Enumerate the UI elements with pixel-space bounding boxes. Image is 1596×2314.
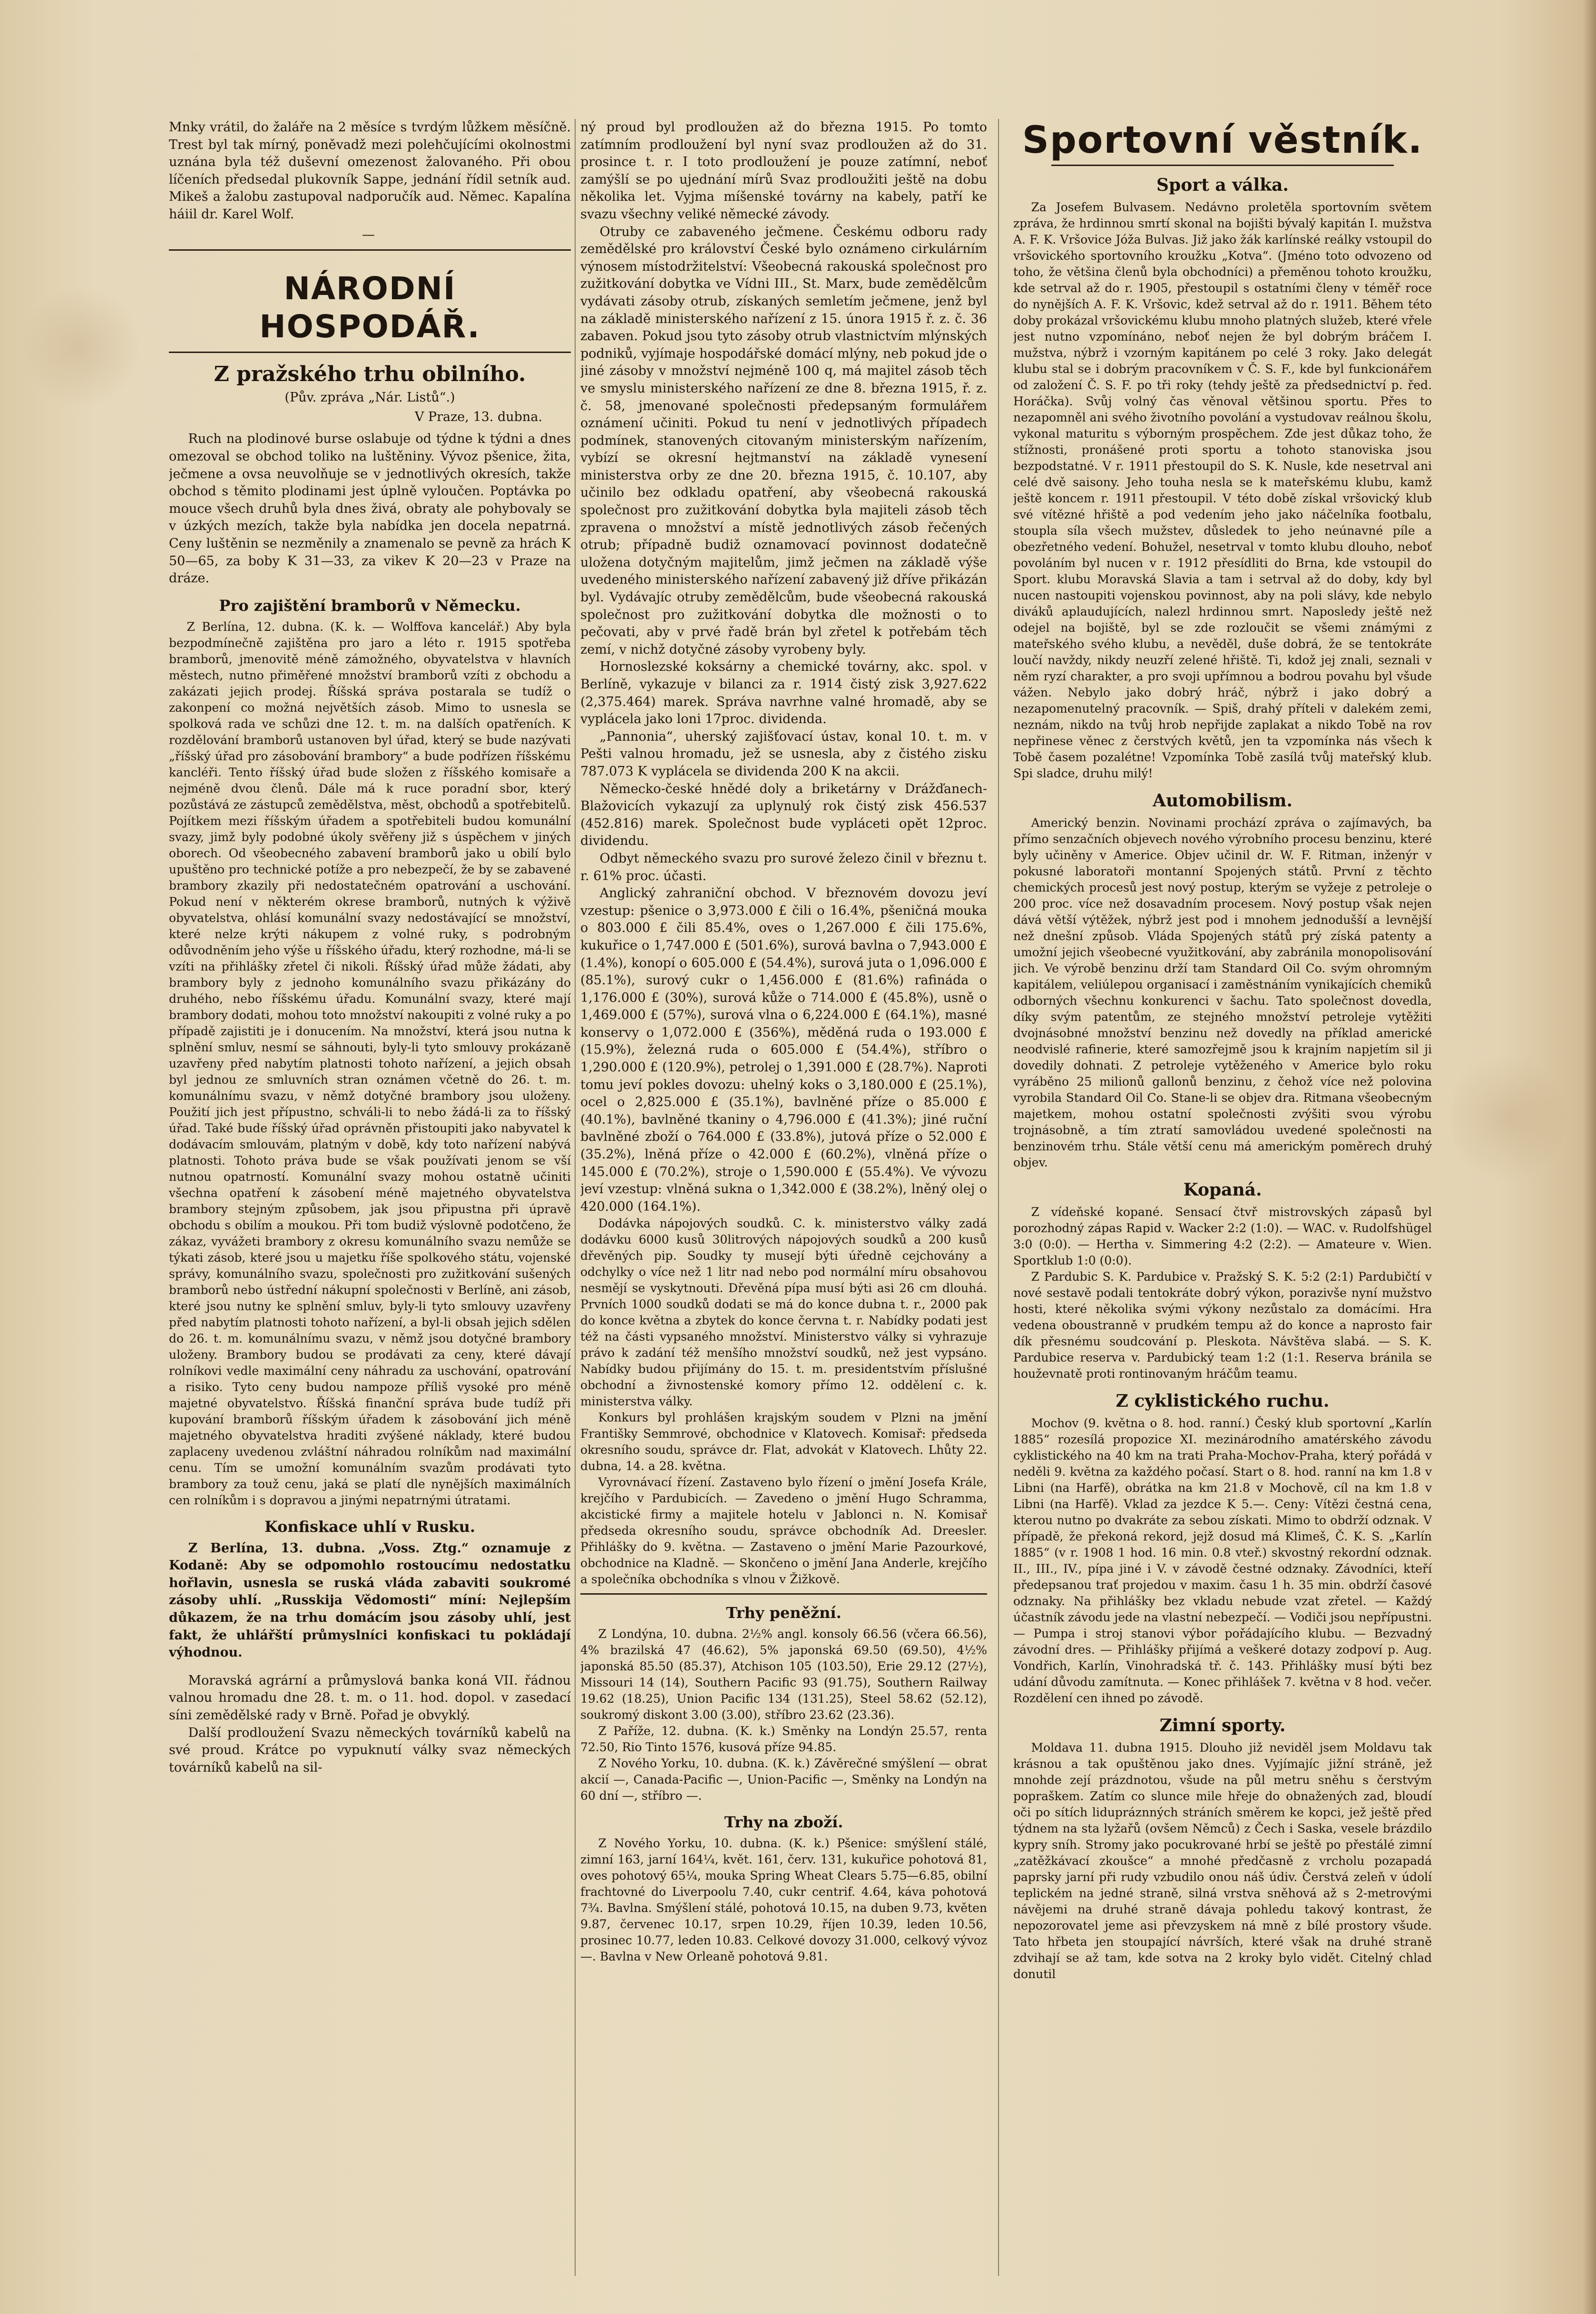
- article-anglicky: Anglický zahraniční obchod. V březnovém dovozu jeví vzestup: pšenice o 3,973.000 £ čili o 16.4%, pšeničná mouka o 803.000 £ čili 85.4%, oves o 1,267.000 £ čili 175.6%, kukuřice o 1,747.000 £ (501.6%), surová bavlna o 7,943.000 £ (1.4%), konopí o 605.000 £ (54.4%), surová juta o 1,096.000 £ (85.1%), surový cukr o 1,456.000 £ (81.6%) rafináda o 1,176.000 £ (30%), surová kůže o 714.000 £ (45.8%), usně o 1,469.000 £ (57%), surová vlna o 6,224.000 £ (64.1%), masné konservy o 1,072.000 £ (356%), měděná ruda o 193.000 £ (15.9%), železná ruda o 605.000 £ (54.4%), stříbro o 1,290.000 £ (120.9%), petrolej o 1,391.000 £ (28.7%). Naproti tomu jeví pokles dovozu: uhelný koks o 3,180.000 £ (25.1%), ocel o 2,825.000 £ (35.1%), bavlněné příze o 85.000 £ (40.1%), bavlněné tkaniny o 4,796.000 £ (41.3%); jiné ruční bavlněné zboží o 764.000 £ (33.8%), jutová příze o 52.000 £ (35.2%), lněná příze o 42.000 £ (60.2%), vlněná příze o 145.000 £ (70.2%), stroje o 1,590.000 £ (55.4%). Ve vývozu jeví vzestup: vlněná sukna o 1,342.000 £ (38.2%), lněný olej o 420.000 (164.1%).: [580, 886, 987, 1214]
- article-title-zajisteni: Pro zajištění bramborů v Německu.: [219, 596, 521, 615]
- article-koksarny: Hornoslezské koksárny a chemické továrny, akc. spol. v Berlíně, vykazuje v bilanci za r. 1914 čistý zisk 3,927.622 (2,375.464) marek. Správa navrhne valné hromadě, aby se vyplácela jako loni 17proc. dividenda.: [580, 659, 987, 727]
- section-rule: [169, 249, 571, 251]
- article-benzin: Americký benzin. Novinami prochází zpráva o zajímavých, ba přímo senzačních objevech nového výrobního procesu benzinu, které byly učiněny v Americe. Objev učinil dr. W. F. Ritman, inženýr v pokusné laboratoři montanní Spojených států. První z těchto chemických procesů jest nový postup, kterým se vyžeje z petroleje o 200 proc. více než dosavadním procesem. Nový postup však nejen dává větší výtěžek, nýbrž jest pod i mnohem jednodušší a levnější než dnešní způsob. Vláda Spojených států prý získá patenty a umožní jejich všeobecné využitkování, aby zabránila monopolisování jich. Ve výrobě benzinu drží tam Standard Oil Co. svým ohromným kapitálem, veliúlepou organisací i zaměstnáním vynikajících chemiků odborných všechnu konkurenci v šachu. Tato společnost dovedla, díky svým patentům, ze stejného množství petroleje vytěžiti dvojnásobné množství benzinu než dovedly na příklad americké neodvislé rafinerie, které samozřejmě jsou k krajním napjetím sil ji dovedily dohnati. Z petroleje vytěženého v Americe bylo roku vyráběno 25 milionů gallonů benzinu, z čehož více než polovina vyrobila Standard Oil Co. Stane-li se objev dra. Ritmana všeobecným majetkem, mohou ostatní společnosti zvýšiti svou výrobu trojnásobně, a tím ztratí samovládou uvedené společnosti na benzinovém trhu. Stále větší cenu má americkým poměrech druhý objev.: [1013, 816, 1432, 1169]
- paper-stain: [19, 285, 143, 409]
- article-dateline: V Praze, 13. dubna.: [414, 409, 542, 424]
- column-2: [580, 119, 987, 2295]
- separator: —: [362, 227, 378, 242]
- section-heading-economy: NÁRODNÍ HOSPODÁŘ.: [259, 270, 480, 345]
- article-prodlouzeni-cont: ný proud byl prodloužen až do března 1915. Po tomto zatímním prodloužení byl nyní svaz prodloužen až do 31. prosince t. r. I toto prodloužení je pouze zatímní, neboť zamýšlí se po ujednání mírů Svaz prodloužiti ještě na dobu několika let. Vyjma míšenské továrny na kabely, patří ke svazu všechny veliké německé závody.: [580, 120, 987, 222]
- heading-cyklistika: Z cyklistického ruchu.: [1116, 1391, 1330, 1411]
- article-title-trh: Z pražského trhu obilního.: [214, 362, 526, 387]
- article-moldava: Moldava 11. dubna 1915. Dlouho již neviděl jsem Moldavu tak krásnou a tak opuštěnou jako dnes. Vyjímajíc jižní stráně, jež mnohde zejí prázdnotou, všude na půl metru sněhu s čerstvým popraškem. Zatím co slunce mile hřeje do obnažených zad, bloudí oči po sítích lidupráznných stráních směrem ke kopci, jež ještě před týdnem na sta lyžařů (ovšem Němců) z Čech i Saska, vesele brázdilo kypry sníh. Stromy jako pocukrované hrbí se ještě po přestálé zimní „zatěžkávací zkoušce“ a mnohé předčasně z vrcholu pozapadá paprsky jarní při rudy vzbudilo onou náš údiv. Čerstvá zeleň v údolí teplickém na jedné straně, silná vrstva sněhová až s 2-metrovými návějemi na druhé straně dávaja pohledu takový kontrast, že nepozorovatel jeme asi převzyskem ná mně z bílé prostory všude. Tato hřbeta jen stoupající návrších, které však na druhé straně zdvihají se až tam, kde sotva na 2 kroky bylo vidět. Citelný chlad donutil: [1013, 1741, 1432, 1981]
- column-divider: [575, 119, 576, 2276]
- article-odbyt: Odbyt německého svazu pro surové železo činil v březnu t. r. 61% proc. účasti.: [580, 851, 987, 883]
- article-source: (Pův. zpráva „Nár. Listů“.): [284, 390, 455, 405]
- article-body-konfiskace: Z Berlína, 13. dubna. „Voss. Ztg.“ oznamuje z Kodaně: Aby se odpomohlo rostoucímu nedostatku hořlavin, usnesla se ruská vláda zabaviti soukromé zásoby uhlí. „Russkija Vědomosti“ míní: Nejlepším důkazem, že na trhu domácím jsou zásoby uhlí, jest fakt, že uhlářští průmyslníci konfiskaci tu pokládají výhodnou.: [169, 1540, 571, 1660]
- article-banka: Moravská agrární a průmyslová banka koná VII. řádnou valnou hromadu dne 28. t. m. o 11. hod. dopol. v zasedací síni zemědělské rady v Brně. Pořad je obvyklý.: [169, 1673, 571, 1723]
- masthead-underline: [1051, 165, 1394, 166]
- article-vyrovnavaci: Vyrovnávací řízení. Zastaveno bylo řízení o jmění Josefa Krále, krejčího v Pardubicích. — Zavedeno o jmění Hugo Schramma, akcistické firmy a majitele hotelu v Jablonci n. N. Komisař předseda okresního soudu, správce obchodník Ad. Dreesler. Přihlášky do 9. května. — Zastaveno o jmění Marie Pazourkové, obchodnice na Kladně. — Skončeno o jmění Jana Anderle, krejčího a společníka obchodníka s vlnou v Žižkově.: [580, 1475, 987, 1587]
- article-pardubice: Z Pardubic S. K. Pardubice v. Pražský S. K. 5:2 (2:1) Pardubičtí v nové sestavě podali tentokráte dobrý výkon, porazivše nyní mužstvo hosti, které několika svými výkony nezůstalo za domácími. Hra vedena oboustranně v prudkém tempu až do konce a naprosto fair dík přesnému soudcování p. Pleskota. Návštěva slabá. — S. K. Pardubice reserva v. Pardubický team 1:2 (1:1. Reserva bránila se houževnatě proti rontinovaným hráčům teamu.: [1013, 1270, 1432, 1381]
- section-rule: [169, 352, 571, 353]
- market-newyork: Z Nového Yorku, 10. dubna. (K. k.) Závěrečné smýšlení — obrat akcií —, Canada-Pacific —, Union-Pacific —, Směnky na Londýn na 60 dní —, stříbro —.: [580, 1756, 987, 1803]
- column-1: [169, 119, 571, 2295]
- article-konkurs: Konkurs byl prohlášen krajským soudem v Plzni na jmění Františky Semmrové, obchodnice v Klatovech. Komisař: předseda okresního soudu, správce dr. Flat, advokát v Klatovech. Lhůty 22. dubna, 14. a 28. května.: [580, 1411, 987, 1473]
- article-otruby: Otruby ce zabaveného ječmene. Českému odboru rady zemědělské pro království České bylo oznámeno cirkulárním výnosem místodržitelství: Všeobecná rakouská společnost pro zužitkování dobytka ve Vídni III., St. Marx, bude zemědělcům vydávati zásoby otrub, získaných semletím ječmene, jenž byl na základě ministerského nařízení z 15. února 1915 ř. z. č. 36 zabaven. Pokud jsou tyto zásoby otrub vlastnictvím mlýnských podniků, vyjímaje hospodářské domácí mlýny, neb pokud jde o jiné zásoby v množství nejméně 100 q, má majitel zásob těch ve smyslu ministerského nařízení ze dne 8. března 1915, ř. z. č. 58, jmenované společnosti předepsaným formulářem oznámení učiniti. Pokud tu není v jednotlivých případech podmínek, stanovených citovaným ministerským nařízením, vybízí se okresní hejtmanství na základě vynesení ministerstva orby ze dne 20. března 1915, č. 10.107, aby učinilo bez odkladu opatření, aby všeobecná rakouská společnost pro zužitkování dobytka byla majiteli zásob těch zpravena o množství a místě jednotlivých zásob řečených otrub; případně budiž oznamovací povinnost dodatečně uložena dotyčným majitelům, jimž ječmen na základě výše uvedeného ministerského nařízení zabavený již dříve přikázán byl. Vydávajíc otruby zemědělcům, bude všeobecná rakouská společnost pro zužitkování dobytka dle možnosti o to pečovati, aby v prvé řadě brán byl zřetel k potřebám těch zemí, v nichž dotyčné zásoby vyrobeny byly.: [580, 224, 987, 657]
- article-vidensky: Z vídeňské kopané. Sensací čtvř mistrovských zápasů byl porozhodný zápas Rapid v. Wacker 2:2 (1:0). — WAC. v. Rudolfshügel 3:0 (0:0). — Hertha v. Simmering 4:2 (2:2). — Amateure v. Wien. Sportklub 1:0 (0:0).: [1013, 1205, 1432, 1267]
- column-divider: [998, 119, 999, 2276]
- section-rule: [580, 1593, 987, 1595]
- heading-kopana: Kopaná.: [1183, 1180, 1262, 1200]
- article-dodavka: Dodávka nápojových soudků. C. k. ministerstvo války zadá dodávku 6000 kusů 30litrových nápojových soudků a 200 kusů dřevěných pip. Soudky ty musejí býti úředně cejchovány a odchylky o více než 1 litr nad nebo pod normální míru obsahovou nesmějí se vyskytnouti. Dřevěná pípa musí býti asi 26 cm dlouhá. Prvních 1000 soudků dodati se má do konce dubna t. r., 2000 pak do konce května a zbytek do konce června t. r. Nabídky podati jest též na části vypsaného množství. Ministerstvo války si vyhrazuje právo k zadání též menšího množství soudků, než jest vypsáno. Nabídky budou přijímány do 15. t. m. presidentstvím příslušné obchodní a živnostenské komory přímo 12. oddělení c. k. ministerstva války.: [580, 1216, 987, 1409]
- commodity-newyork: Z Nového Yorku, 10. dubna. (K. k.) Pšenice: smýšlení stálé, zimní 163, jarní 164¼, květ. 161, červ. 131, kukuřice pohotová 81, oves pohotový 65¼, mouka Spring Wheat Clears 5.75—6.85, obilní frachtovné do Liverpoolu 7.40, cukr centrif. 4.64, káva pohotová 7¾. Bavlna. Smýšlení stálé, pohotová 10.15, na duben 9.73, květen 9.87, červenec 10.17, srpen 10.29, říjen 10.39, leden 10.56, prosinec 10.77, leden 10.83. Celkové dovozy 31.000, celkový vývoz —. Bavlna v New Orleaně pohotová 9.81.: [580, 1836, 987, 1964]
- article-body-zajisteni: Z Berlína, 12. dubna. (K. k. — Wolffova kancelář.) Aby byla bezpodmínečně zajištěna pro jaro a léto r. 1915 spotřeba bramborů, jmenovitě méně zámožného, obyvatelstva v hlavních městech, nutno přiměřené množství bramborů vzíti z obchodu a zakázati jejich prodej. Říšská správa postarala se tudíž o zakonpení co možná největších zásob. Mimo to usnesla se spolková rada ve schůzi dne 12. t. m. na dalších opatřeních. K rozdělování bramborů ustanoven byl úřad, který se bude nazývati „říšský úřad pro zásobování brambory“ a bude podřízen říšskému kancléři. Tento říšský úřad bude složen z říšského komisaře a nejméně dvou členů. Dále má k ruce poradní sbor, který pozůstává ze zástupců zemědělstva, měst, obchodů a spotřebitelů. Pojítkem mezi říšským úřadem a spotřebiteli budou komunální svazy, jimž byly podobné úkoly svěřeny již s úspěchem v jiných oborech. Od všeobecného zabavení bramborů jako u obilí bylo upuštěno pro technické potíže a pro nebezpečí, že by se zabavené brambory zkazily při nedostatečném opatrování a uschování. Pokud není v některém okrese bramborů, nutných k výživě obyvatelstva, ohlásí komunální svazy nedostávající se množství, které nelze krýti nákupem z volné ruky, s podrobným odůvodněním jeho výše u říšského úřadu, který rozhodne, má-li se vzíti na přihlášky zřetel či nikoli. Říšský úřad může žádati, aby brambory byly z jednoho komunálního svazu přikázány do druhého, nebo říšskému úřadu. Komunální svazy, které mají brambory dodati, mohou toto množství nakoupiti z volné ruky a po případě zajistiti je i donucením. Na množství, která jsou nutna k splnění smluv, nesmí se sáhnouti, byly-li tyto smlouvy prokázaně uzavřeny před nabytím platnosti tohoto nařízení, a jejich obsah byl jednou ze smluvních stran oznámen včetně do 26. t. m. komunálnímu svazu, v němž dotyčné brambory jsou uloženy. Použití jich jest přípustno, schváli-li to nebo žádá-li za to říšský úřad. Také bude říšský úřad oprávněn přistoupiti jako nabyvatel k dodávacím smlouvám, platným v době, kdy toto nařízení nabývá platnosti. Tohoto práva bude se však používati jenom se vší nutnou opatrností. Komunální svazy mohou ostatně učiniti všechna opatření k zásobení méně majetného obyvatelstva brambory stejným způsobem, jak jsou připustna při úpravě obchodu s obilím a moukou. Při tom budiž výslovně podotčeno, že zákaz, vyvážeti brambory z okresu komunálního svazu nemůže se týkati zásob, které jsou u majetku říše spolkového státu, vojenské správy, komunálního svazu, společnosti pro zužitkování sušených bramborů nebo ústřední nákupní společnosti v Berlíně, ani zásob, které jsou nutny ke splnění smluv, byly-li tyto smlouvy uzavřeny před nabytím platnosti tohoto nařízení, a byl-li obsah jejich sdělen do 26. t. m. komunálnímu svazu, v němž jsou dotyčné brambory uloženy. Brambory budou se prodávati za ceny, které dávají rolníkovi vedle maximální ceny náhradu za uschování, opatrování a risiko. Tyto ceny budou nampoze příliš vysoké pro méně majetné obyvatelstvo. Říšská finanční správa bude tudíž při kupování bramborů říšským úřadem k zásobování jich méně majetného obyvatelstva hraditi zvýšené náklady, které budou zaplaceny uvedenou zvláštní náhradou rolníkům nad maximální cenu. Tím se umožní komunálním svazům prodávati tyto brambory za touž cenu, jaká se platí dle nynějších maximálních cen rolníkům i s dopravou a jinými nepatrnými útratami.: [169, 619, 571, 1507]
- heading-trhy-penezni: Trhy peněžní.: [726, 1604, 842, 1622]
- heading-trhy-zbozi: Trhy na zboží.: [724, 1813, 843, 1832]
- intro-paragraph: Mnky vrátil, do žaláře na 2 měsíce s tvrdým lůžkem měsíčně. Trest byl tak mírný, poněvadž mezi polehčujícími okolnostmi uznána byla též duševní omezenost žalovaného. Při obou líčeních předsedal plukovník Sappe, jednání řídil setník aud. Mikeš a žalobu zastupoval nadporučík aud. Němec. Kapalína háiil dr. Karel Wolf.: [169, 120, 571, 222]
- article-body-trh: Ruch na plodinové burse oslabuje od týdne k týdni a dnes omezoval se obchod toliko na luštěniny. Vývoz pšenice, žita, ječmene a ovsa neuvolňuje se v jednotlivých okresích, takže obchod s těmito plodinami jest úplně vyloučen. Poptávka po mouce všech druhů byla dnes živá, obraty ale pohybovaly se v úzkých mezích, takže byla nabídka jen docela nepatrná. Ceny luštěnin se nezměnily a znamenalo se pevně za hrách K 50—65, za boby K 31—33, za vikev K 20—23 v Praze na dráze.: [169, 431, 571, 586]
- article-mochov: Mochov (9. května o 8. hod. ranní.) Český klub sportovní „Karlín 1885“ rozesílá propozice XI. mezinárodního amatérského závodu cyklistického na 40 km na trati Praha-Mochov-Praha, který pořádá v neděli 9. května za každého počasí. Start o 8. hod. ranní na km 1.8 v Libni (na Harfě), obrátka na km 21.8 v Mochově, cíl na km 1.8 v Libni (na Harfě). Vklad za jezdce K 5.—. Ceny: Vítězi čestná cena, kterou nutno po dvakráte za sebou získati. Mimo to obdrží odznak. V případě, že překoná rekord, jejž dosud má Klimeš, Č. K. S. „Karlín 1885“ (v r. 1908 1 hod. 16 min. 0.8 vteř.) skvostný rekordní odznak. II., III., IV., pípa jiné i V. v závodě čestné odznaky. Závodníci, kteří předepsanou trať projedou v maxim. času 1 h. 35 min. obdrží časové odznaky. Na přihlášky bez vkladu nebude vzat zřetel. — Každý účastník závodu jede na vlastní nebezpečí. — Vodiči jsou nepřípustni. — Pumpa i stroj stanovi výbor pořádajícího klubu. — Bezvadný závodní dres. — Přihlášky přijímá a veškeré dotazy zodpoví p. Aug. Vondřich, Karlín, Vinohradská tř. č. 143. Přihlášky musí býti bez udání důvodu zamítnuta. — Konec přihlášek 7. května v 8 hod. večer. Rozdělení cen ihned po závodě.: [1013, 1416, 1432, 1705]
- article-bulvas: Za Josefem Bulvasem. Nedávno proletěla sportovním světem zpráva, že hrdinnou smrtí skonal na bojišti bývalý kapitán I. mužstva A. F. K. Vršovice Jóža Bulvas. Již jako žák karlínské reálky vstoupil do vršovického sportovního kroužku „Kotva“. (Jméno toto odvozeno od toho, že většina členů byla obchodníci) a přeměnou tohoto kroužku, kde setrval až do r. 1905, přestoupil s ostatními členy v téměř roce do nynějších A. F. K. Vršovic, kdež setrval až do r. 1911. Během této doby prokázal vršovickému klubu mnoho platných služeb, které vřele jest nutno vzpomínáno, neboť nejen že byl dobrým bráčem I. mužstva, nýbrž i vzorným kapitánem po celé 3 roky. Jako delegát klubu stal se i dobrým pracovníkem v Č. S. F., kde byl funkcionářem od založení Č. S. F. po tři roky (tehdy ještě za předsednictví p. řed. Horáčka). Svůj volný čas věnoval většinou sportu. Přes to nezapomněl ani svého životního povolání a vystudovav reálnou školu, vykonal maturitu s výborným prospěchem. Zde jest důkaz toho, že stížnosti, pronášené proti sportu a tohoto stanoviska jsou bezpodstatné. V r. 1911 přestoupil do S. K. Nusle, kde nesetrval ani celé dvě saisony. Jeho touha nesla se k mateřskému klubu, kamž ještě koncem r. 1911 přestoupil. V této době získal vršovický klub své vítězné hřiště a pod vedením jeho jako náčelníka footbalu, stoupla síla všech mužstev, důsledek to jeho neúnavné píle a obezřetného vedení. Bohužel, nesetrval v tomto klubu dlouho, neboť povoláním byl nucen v r. 1912 přesídliti do Brna, kde vstoupil do Sport. klubu Moravská Slavia a tam i setrval až do doby, kdy byl nucen nastoupiti vojenskou povinnost, aby na poli slávy, kde nebylo diváků aplaudujících, nalezl hrdinnou smrt. Naposledy ještě než odejel na bojiště, byl se zde rozloučit se všemi známými z mateřského svého klubu, a nevěděl, duše dobrá, že se tentokráte loučí navždy, nikdy neuzří zelené hřiště. Ti, kdož jej znali, seznali v něm ryzí charakter, a pro svoji upřímnou a bodrou povahu byl všude vážen. Nebylo jako dobrý hráč, nýbrž i jako dobrý a nezapomenutelný pracovník. — Spiš, drahý příteli v dalekém zemi, neznám, nikdo na tvůj hrob nepřijde zaplakat a nikdo Tobě na rov nepřinese věnec z čerstvých květů, jen ta vzpomínka nás všech k Tobě časem pozalétne! Vzpomínka Tobě zasílá tvůj mateřský klub. Spi sladce, druhu milý!: [1013, 200, 1432, 780]
- paper-stain: [1451, 1047, 1565, 1189]
- market-london: Z Londýna, 10. dubna. 2½% angl. konsoly 66.56 (včera 66.56), 4% brazilská 47 (46.62), 5% japonská 69.50 (69.50), 4½% japonská 85.50 (85.37), Atchison 105 (103.50), Erie 29.12 (27½), Missouri 14 (14), Southern Pacific 93 (91.75), Southern Railway 19.62 (18.25), Union Pacific 134 (131.25), Steel 58.62 (52.12), soukromý diskont 3.00 (3.00), stříbro 23.62 (23.36).: [580, 1627, 987, 1722]
- market-paris: Z Paříže, 12. dubna. (K. k.) Směnky na Londýn 25.57, renta 72.50, Rio Tinto 1576, kusová příze 94.85.: [580, 1724, 987, 1755]
- heading-automobilism: Automobilism.: [1153, 791, 1292, 811]
- article-title-konfiskace: Konfiskace uhlí v Rusku.: [264, 1517, 476, 1536]
- article-pannonia: „Pannonia“, uherský zajišťovací ústav, konal 10. t. m. v Pešti valnou hromadu, jež se usnesla, aby z čistého zisku 787.073 K vyplácela se dividenda 200 K na akcii.: [580, 729, 987, 779]
- sport-masthead: Sportovní věstník.: [1022, 119, 1423, 162]
- column-3: [1013, 119, 1432, 2295]
- page-edge-shadow: [1583, 0, 1596, 2314]
- article-doly: Německo-české hnědé doly a briketárny v Drážďanech-Blažovicích vykazují za uplynulý rok čistý zisk 456.537 (452.816) marek. Společnost bude vypláceti opět 12proc. dividendu.: [580, 781, 987, 849]
- heading-zimni-sporty: Zimní sporty.: [1159, 1716, 1286, 1736]
- article-prodlouzeni: Další prodloužení Svazu německých továrníků kabelů na své proud. Krátce po vypuknutí války svaz německých továrníků kabelů na sil-: [169, 1725, 571, 1775]
- heading-sport-valka: Sport a válka.: [1156, 175, 1289, 195]
